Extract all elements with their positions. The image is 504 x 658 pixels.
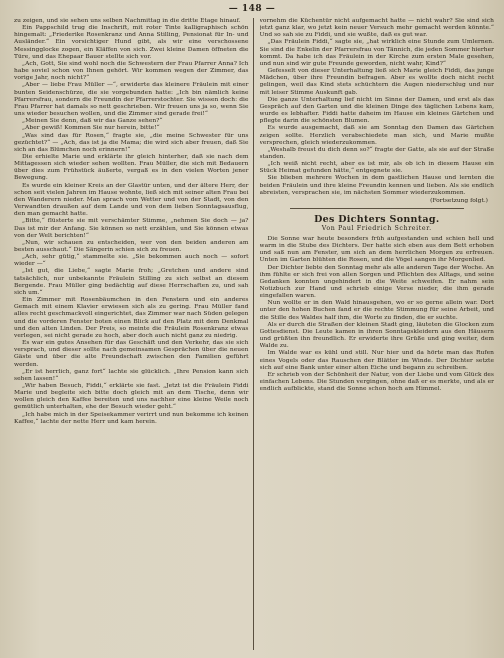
section-heading: Des Dichters Sonntag. — [314, 213, 440, 225]
paragraph: Der Dichter liebte den Sonntag mehr als alle anderen Tage der Woche. An ihm fühlte er sich frei von allen Sorgen und Pflichten des Alltags, und seine Gedanken konnten ungehindert in die Weite schweifen. Er nahm sein Notizbuch zur Hand und schrieb einige Verse nieder, die ihm gerade eingefallen waren. — [259, 264, 494, 300]
paragraph: „Weshalb freust du dich denn so?“ fragte der Gatte, als sie auf der Straße standen. — [259, 146, 494, 160]
paragraph: zu zeigen, und sie sehen uns selben Nachmittag in die dritte Etage hinauf. — [14, 18, 241, 24]
paragraph: „Meinen Sie denn, daß wir das Ganze sehen?“ — [22, 118, 163, 125]
columns — [14, 18, 494, 650]
paragraph: Es wurde ein kleiner Kreis an der Glastür unten, und der ältere Herr, der schon seit vielen Jahren im Hause wohnte, ließ sich mit seiner alten Frau bei den Wanderern nieder. Man sprach vom Wetter und von der Stadt, von den Verwandten draußen auf dem Lande und von dem lieben Sonntagsausflug, den man gemacht hatte. — [14, 182, 249, 218]
column-divider — [253, 18, 254, 650]
paragraph: Nun wollte er in den Wald hinausgehen, wo er so gerne allein war. Dort unter den hohen Buchen fand er die rechte Stimmung für seine Arbeit, und die Stille des Waldes half ihm, die Worte zu finden, die er suchte. — [259, 300, 494, 321]
section-body — [260, 236, 495, 393]
paragraph: „Aber — liebe Frau Müller —“, erwiderte das kleinere Fräulein mit einer bunten Seidenschürze, die sie vorgebunden hatte: „Ich bin nämlich keine Pfarrersfrau, sondern die Freundin der Pfarrerstochter. Sie wissen doch: die Frau Pfarrer hat damals so nett geschrieben. Wir freuen uns ja so, wenn Sie uns wieder besuchen wollen, und die Zimmer sind gerade frei!“ — [14, 82, 249, 118]
paragraph: Ein Pappschild trug die Inschrift, mit roter Tinte kalligraphisch schön hingemalt: „Friederike Rosenkranz und Anna Stilling, Pensionat für In- und Ausländer.“ Ein vorsichtiger Hund gibt, als wir eine verschossene Messingglocke zogen, ein Kläffen von sich. Zwei kleine Damen öffneten die Türe, und das Ehepaar Bauer stellte sich vor. — [14, 25, 249, 60]
paragraph: Es war ein gutes Ansehen für das Geschäft und den Verkehr, das sie sich versprach, und dieser sollte nach gemeinsamen Gesprächen über die neuen Gäste und über die alte Freundschaft zwischen den Familien geführt werden. — [14, 340, 249, 368]
paragraph: „Er ist herrlich, ganz fort“ lachte sie glücklich. „Ihre Pension kann sich sehen lassen!“ — [14, 368, 249, 382]
paragraph: Die ganze Unterhaltung lief nicht im Sinne der Damen, und erst als das Gespräch auf den Garten und die kleinen Dinge des täglichen Lebens kam, wurde es lebhafter. Fiddi hatte daheim im Hause ein kleines Gärtchen und pflegte darin die schönsten Blumen. — [259, 96, 494, 125]
paragraph: „Ach, sehr gütig,“ stammelte sie. „Sie bekommen auch noch — sofort wieder —“ — [14, 254, 249, 268]
continued-note: (Fortsetzung folgt.) — [430, 197, 488, 204]
paragraph: „Ich weiß nicht recht, aber es ist mir, als ob ich in diesem Hause ein Stück Heimat gefunden hätte,“ entgegnete sie. — [259, 161, 494, 175]
paragraph: „Aber gewiß! Kommen Sie nur herein, bitte!“ — [22, 125, 160, 132]
page-number: — 148 — — [228, 4, 276, 14]
paragraph: Er schrieb von der Schönheit der Natur, von der Liebe und vom Glück des einfachen Lebens. Die Stunden vergingen, ohne daß er es merkte, und als er endlich aufblickte, stand die Sonne schon hoch am Himmel. — [259, 371, 494, 393]
right-column — [260, 18, 495, 650]
left-column — [14, 18, 249, 650]
section-separator — [290, 208, 465, 209]
paragraph: „Ich habe mich in der Speisekammer verirrt und nun bekomme ich keinen Kaffee,“ lachte der nette Herr und kam herein. — [14, 411, 249, 425]
paragraph: Gefesselt von dieser Unterhaltung ließ sich Marie gleich Fiddi, das junge Mädchen, über ihre Freundin befragen. Aber es wollte doch nicht recht gelingen, weil das Kind stets schüchtern die Augen niederschlug und nur mit leiser Stimme Auskunft gab. — [259, 68, 494, 96]
paragraph: „Ist gut, die Liebe,“ sagte Marie froh; „Gretchen und andere sind tatsächlich, nur unbekannte Fräulein Stilling zu sich selbst an diesem Bergende. Frau Müller ging bedächtig auf diese Herrschaften zu, und sah sich um.“ — [14, 268, 249, 296]
story-continuation — [260, 18, 495, 205]
paragraph: „Was sind das für Rosen,“ fragte sie, „die meine Schwester für uns gezüchtet?“ — „Ach, das ist ja die Mama; die wird sich aber freuen, daß Sie sich an das Blümchen noch erinnern!“ — [14, 132, 249, 153]
paragraph: „Wir haben Besuch, Fiddi,“ erklärte sie fast. „Jetzt ist die Fräulein Fiddi Marie und begleite sich bitte doch gleich mit an dem Tische, denn wir wollen gleich den Kaffee bereiten und uns nachher eine kleine Weile noch gemütlich unterhalten, ehe der Besuch wieder geht.“ — [14, 382, 249, 411]
paragraph: Die erhielte Marie und erklärte ihr gleich hinterher, daß sie nach dem Mittagessen sich wieder sehen wollten. Frau Müller, die sich mit Bedauern über dies zum Frühstück äußerte, vergaß es in den vielen Worten jener Bewegung. — [14, 153, 249, 182]
section-byline: Von Paul Friedrich Schreiter. — [321, 224, 432, 232]
paragraph: Ein Zimmer mit Rosenbäumchen in den Fenstern und ein anderes Gemach mit einem Klavier erwiesen sich als zu gering. Frau Müller fand alles recht geschmackvoll eingerichtet, das Zimmer war nach Süden gelegen und die vorderen Fenster boten einen Blick auf den Platz mit dem Denkmal und den alten Linden. Der Preis, so meinte die Fräulein Rosenkranz etwas verlegen, sei nicht gerade zu hoch, aber doch auch nicht ganz zu niedrig. — [14, 297, 249, 339]
paragraph: „Nun, wir schauen zu entscheiden, wer von den beiden anderen am besten ausschaut.“ Die Sängerin schien sich zu freuen. — [14, 239, 249, 253]
paragraph: „Bitte,“ flüsterte sie mit verschämter Stimme, „nehmen Sie doch — ja? Das ist mir der Anfang. Sie können so nett erzählen, und Sie können etwas von der Welt berichten!“ — [14, 218, 249, 239]
paragraph: vornehm die Küchentür nicht aufgemacht hatte — nicht wahr? Sie sind sich jetzt ganz klar, wo jetzt kein neuer Versuch mehr gemacht werden könnte.“ Und so sah sie zu Fiddi, und sie wußte, daß es gut war. — [259, 18, 494, 39]
paragraph: Als er durch die Straßen der kleinen Stadt ging, läuteten die Glocken zum Gottesdienst. Die Leute kamen in ihren Sonntagskleidern aus den Häusern und grüßten ihn freundlich. Er erwiderte ihre Grüße und ging weiter, dem Walde zu. — [259, 321, 494, 350]
paragraph: „Ach, Gott, Sie sind wohl noch die Schwestern der Frau Pfarrer Anna? Ich habe soviel schon von Ihnen gehört. Wir kommen wegen der Zimmer, das vorige Jahr, noch nicht?“ — [14, 60, 249, 82]
paragraph: „Das Fräulein Fiddi,“ sagte sie, „hat wirklich eine Stunde zum Umlernen. Sie sind die Enkelin der Pfarrersfrau von Tännich, die jeden Sommer hierher kommt. Da habe ich das Fräulein in der Kirche zum ersten Male gesehen, und nun sind wir gute Freunde geworden, nicht wahr, Kind?“ — [259, 39, 494, 67]
paragraph: Im Walde war es kühl und still. Nur hier und da hörte man das Rufen eines Vogels oder das Rauschen der Blätter im Winde. Der Dichter setzte sich auf eine Bank unter einer alten Eiche und begann zu schreiben. — [259, 350, 494, 371]
paragraph: Sie blieben mehrere Wochen in dem gastlichen Hause und lernten die beiden Fräulein und ihre kleine Freundin kennen und lieben. Als sie endlich abreisten, versprachen sie, im nächsten Sommer wiederzukommen. — [259, 175, 494, 196]
paragraph: Die Sonne war heute besonders früh aufgestanden und schien hell und warm in die Stube des Dichters. Der hatte sich eben aus dem Bett erhoben und saß nun am Fenster, um sich an dem herrlichen Morgen zu erfreuen. Unten im Garten blühten die Rosen, und die Vögel sangen ihr Morgenlied. — [259, 235, 494, 264]
paragraph: Es wurde ausgemacht, daß sie am Sonntag den Damen das Gärtchen zeigen sollte. Herzlich verabschiedete man sich, und Marie mußte versprechen, gleich wiederzukommen. — [259, 125, 494, 146]
